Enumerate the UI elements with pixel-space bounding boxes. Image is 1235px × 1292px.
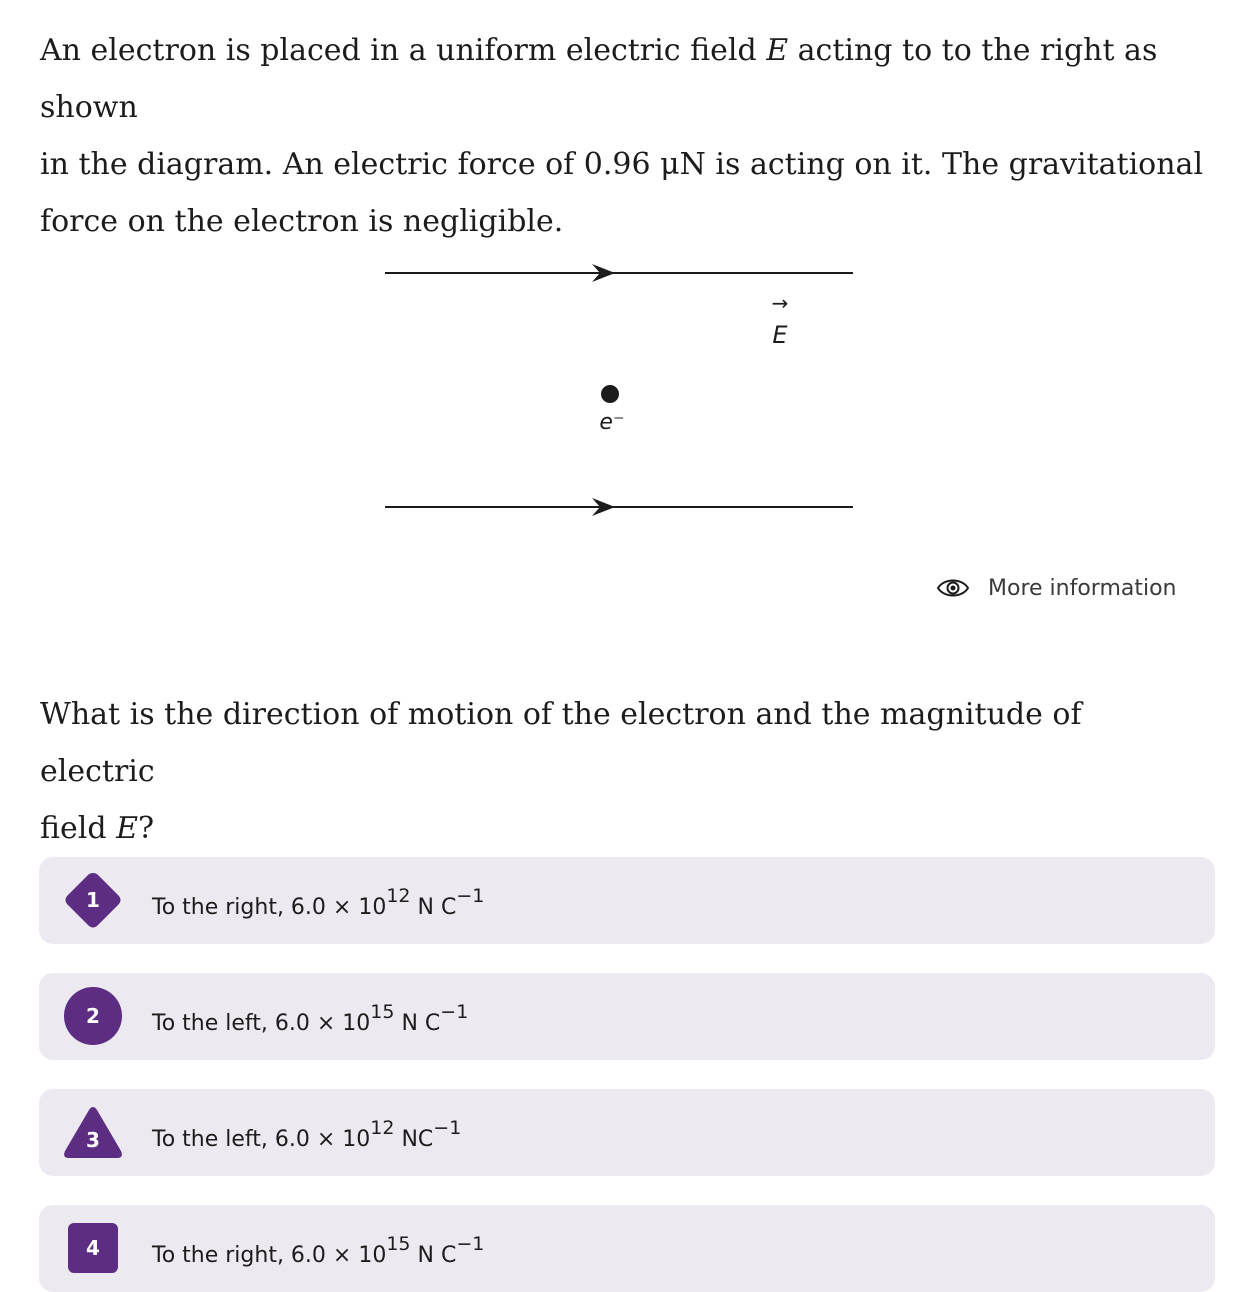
option-1-unit-exponent: −1: [456, 885, 485, 907]
option-3-exponent: 12: [370, 1117, 395, 1139]
electron-label: e⁻: [599, 410, 625, 435]
option-4-number: 4: [86, 1236, 100, 1260]
question-text: [40, 686, 1200, 857]
answer-option-2[interactable]: [39, 973, 1215, 1060]
stem-field-var: E: [766, 33, 789, 68]
eye-icon: [936, 576, 970, 600]
answer-option-3[interactable]: [39, 1089, 1215, 1176]
option-2-unit: N C: [394, 1011, 441, 1036]
answer-option-4[interactable]: [39, 1205, 1215, 1292]
option-4-exponent: 15: [386, 1233, 411, 1255]
electron-dot: [601, 385, 619, 403]
option-1-unit: N C: [410, 895, 457, 920]
option-3-badge: [62, 1101, 124, 1163]
option-3-unit-exponent: −1: [433, 1117, 462, 1139]
question-stem: [40, 22, 1220, 250]
stem-line1b: acting to to the right as shown: [40, 33, 1158, 125]
more-information-label: More information: [988, 575, 1177, 601]
question-line2b: ?: [138, 811, 155, 846]
option-2-value: To the left, 6.0 × 10: [152, 1011, 371, 1036]
question-field-var: E: [116, 811, 139, 846]
option-4-unit: N C: [410, 1243, 457, 1268]
option-4-text: [152, 1233, 484, 1268]
field-diagram: [370, 240, 870, 540]
option-2-exponent: 15: [370, 1001, 395, 1023]
option-2-badge: [62, 985, 124, 1047]
option-4-unit-exponent: −1: [456, 1233, 485, 1255]
question-line1: What is the direction of motion of the electron and the magnitude of electric: [40, 697, 1082, 789]
option-3-unit: NC: [394, 1127, 434, 1152]
field-diagram-svg: [370, 240, 870, 540]
option-1-exponent: 12: [386, 885, 411, 907]
more-information-link[interactable]: [936, 570, 1177, 606]
option-1-value: To the right, 6.0 × 10: [152, 895, 387, 920]
stem-line2: in the diagram. An electric force of 0.96 μN is acting on it. The gravitational: [40, 147, 1204, 182]
option-1-text: [152, 885, 484, 920]
option-2-number: 2: [86, 1004, 100, 1028]
answer-option-1[interactable]: [39, 857, 1215, 944]
question-line2a: field: [40, 811, 117, 846]
option-2-text: [152, 1001, 468, 1036]
stem-line1a: An electron is placed in a uniform electric field: [40, 33, 767, 68]
option-3-text: [152, 1117, 461, 1152]
field-vector-arrow: →: [771, 291, 789, 315]
option-4-value: To the right, 6.0 × 10: [152, 1243, 387, 1268]
stem-line3: force on the electron is negligible.: [40, 204, 564, 239]
option-1-badge: [62, 869, 124, 931]
option-3-number: 3: [86, 1128, 100, 1152]
field-label: E: [772, 321, 788, 349]
option-2-unit-exponent: −1: [440, 1001, 469, 1023]
option-3-value: To the left, 6.0 × 10: [152, 1127, 371, 1152]
option-4-badge: [62, 1217, 124, 1279]
option-1-number: 1: [86, 888, 100, 912]
